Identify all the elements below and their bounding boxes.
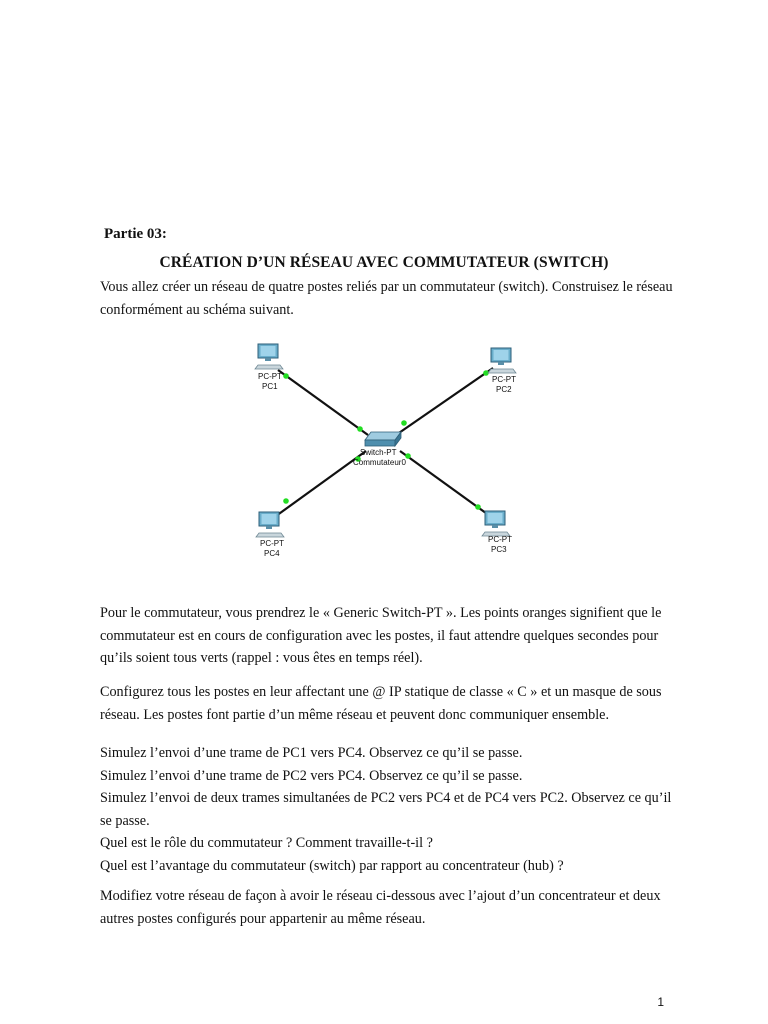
- link-pc2-switch: [396, 368, 493, 435]
- port-light: [357, 426, 363, 432]
- pc1-computer-icon: [255, 344, 283, 369]
- pc3-type-label: PC-PT: [488, 535, 512, 544]
- network-diagram: [238, 338, 528, 570]
- pc2-name-label: PC2: [496, 385, 512, 394]
- question-item: Simulez l’envoi d’une trame de PC2 vers PC4. Observez ce qu’il se passe.: [100, 767, 523, 784]
- switch-paragraph: Pour le commutateur, vous prendrez le « Generic Switch-PT ». Les points oranges signifient que le commutateur est en cours de configuration avec les postes, il faut attendre quelques secondes pour qu’ils soient tous verts (rappel : vous êtes en temps réel).: [100, 605, 662, 666]
- question-item: Simulez l’envoi d’une trame de PC1 vers PC4. Observez ce qu’il se passe.: [100, 745, 523, 761]
- pc1-node: [255, 344, 283, 391]
- pc4-type-label: PC-PT: [260, 539, 284, 548]
- question-item: Simulez l’envoi de deux trames simultanées de PC2 vers PC4 et de PC4 vers PC2. Observez ce qu’il se passe.: [100, 790, 672, 829]
- port-light: [475, 504, 481, 510]
- switch-node: [353, 432, 406, 467]
- question-item: Quel est l’avantage du commutateur (switch) par rapport au concentrateur (hub) ?: [100, 857, 564, 874]
- pc1-name-label: PC1: [262, 382, 278, 391]
- port-light: [283, 498, 289, 504]
- pc1-type-label: PC-PT: [258, 372, 282, 381]
- config-paragraph: Configurez tous les postes en leur affectant une @ IP statique de classe « C » et un masque de sous réseau. Les postes font partie d’un même réseau et peuvent donc communiquer ensemble.: [100, 684, 662, 723]
- switch-type-label: Switch-PT: [360, 448, 397, 457]
- pc3-node: [482, 511, 512, 554]
- switch-name-label: Commutateur0: [353, 458, 406, 467]
- link-pc1-switch: [278, 370, 368, 435]
- port-light: [405, 453, 411, 459]
- pc4-computer-icon: [256, 512, 284, 537]
- intro-paragraph: Vous allez créer un réseau de quatre postes reliés par un commutateur (switch). Construisez le réseau conformément au schéma suivant.: [100, 279, 673, 318]
- switch-icon: [365, 432, 401, 446]
- pc4-node: [256, 512, 284, 558]
- pc3-computer-icon: [482, 511, 510, 536]
- pc2-type-label: PC-PT: [492, 375, 516, 384]
- pc2-node: [488, 348, 516, 394]
- port-light: [401, 420, 407, 426]
- port-light: [283, 373, 289, 379]
- pc4-name-label: PC4: [264, 549, 280, 558]
- question-item: Quel est le rôle du commutateur ? Comment travaille-t-il ?: [100, 835, 433, 851]
- modify-paragraph: Modifiez votre réseau de façon à avoir le réseau ci-dessous avec l’ajout d’un concentrateur et deux autres postes configurés pour appartenir au même réseau.: [100, 888, 661, 927]
- section-title: CRÉATION D’UN RÉSEAU AVEC COMMUTATEUR (SWITCH): [159, 254, 609, 271]
- question-list: [100, 742, 675, 877]
- part-label: Partie 03:: [104, 226, 167, 242]
- pc3-name-label: PC3: [491, 545, 507, 554]
- page-number: 1: [657, 995, 664, 1009]
- pc2-computer-icon: [488, 348, 516, 373]
